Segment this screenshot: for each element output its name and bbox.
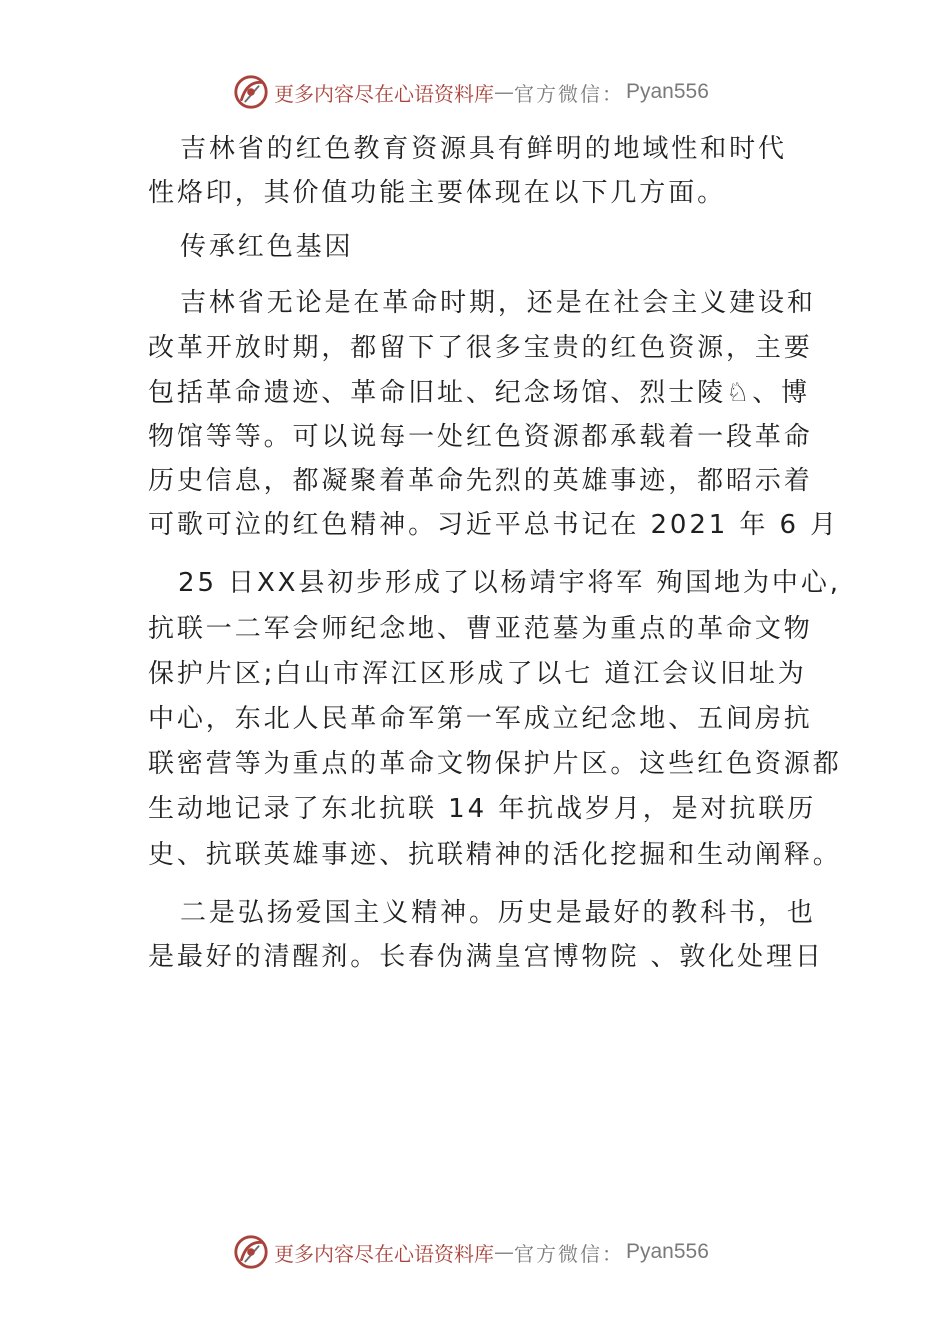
banner-wechat-label: 官方微信：	[514, 1241, 624, 1266]
banner-title: 更多内容尽在心语资料库	[274, 81, 494, 106]
banner-wechat-id: Pyan556	[626, 80, 709, 103]
text-line: 是最好的清醒剂。长春伪满皇宫博物院 、敦化处理日	[148, 942, 824, 972]
text-line: 性烙印，其价值功能主要体现在以下几方面。	[148, 178, 727, 208]
header-banner	[232, 72, 709, 112]
text-line: 联密营等为重点的革命文物保护片区。这些红色资源都	[148, 749, 842, 779]
banner-separator: —	[494, 1240, 514, 1264]
text-line: 抗联一二军会师纪念地、曹亚范墓为重点的革命文物	[148, 614, 813, 644]
text-line: 25 日XX县初步形成了以杨靖宇将军 殉国地为中心,	[178, 568, 841, 598]
text-line: 改革开放时期，都留下了很多宝贵的红色资源，主要	[148, 333, 813, 363]
text-line: 历史信息，都凝聚着革命先烈的英雄事迹，都昭示着	[148, 466, 813, 496]
text-line: 物馆等等。可以说每一处红色资源都承载着一段革命	[148, 422, 813, 452]
banner-wechat-id: Pyan556	[626, 1240, 709, 1263]
text-line: 保护片区;白山市浑江区形成了以七 道江会议旧址为	[148, 659, 807, 689]
text-line: 中心，东北人民革命军第一军成立纪念地、五间房抗	[148, 704, 813, 734]
logo-icon	[232, 1233, 270, 1271]
text-line: 可歌可泣的红色精神。习近平总书记在 2021 年 6 月	[148, 510, 839, 540]
banner-title: 更多内容尽在心语资料库	[274, 1241, 494, 1266]
banner-separator: —	[494, 80, 514, 104]
text-line: 二是弘扬爱国主义精神。历史是最好的教科书，也	[180, 898, 816, 928]
text-line: 史、抗联英雄事迹、抗联精神的活化挖掘和生动阐释。	[148, 840, 842, 870]
banner-wechat-label: 官方微信：	[514, 81, 624, 106]
text-line: 吉林省无论是在革命时期，还是在社会主义建设和	[180, 288, 816, 318]
footer-banner	[232, 1232, 709, 1272]
section-heading: 传承红色基因	[180, 232, 354, 262]
text-line: 生动地记录了东北抗联 14 年抗战岁月，是对抗联历	[148, 794, 817, 824]
text-line: 包括革命遗迹、革命旧址、纪念场馆、烈士陵♘、博	[148, 378, 811, 408]
text-line: 吉林省的红色教育资源具有鲜明的地域性和时代	[180, 134, 787, 164]
logo-icon	[232, 73, 270, 111]
